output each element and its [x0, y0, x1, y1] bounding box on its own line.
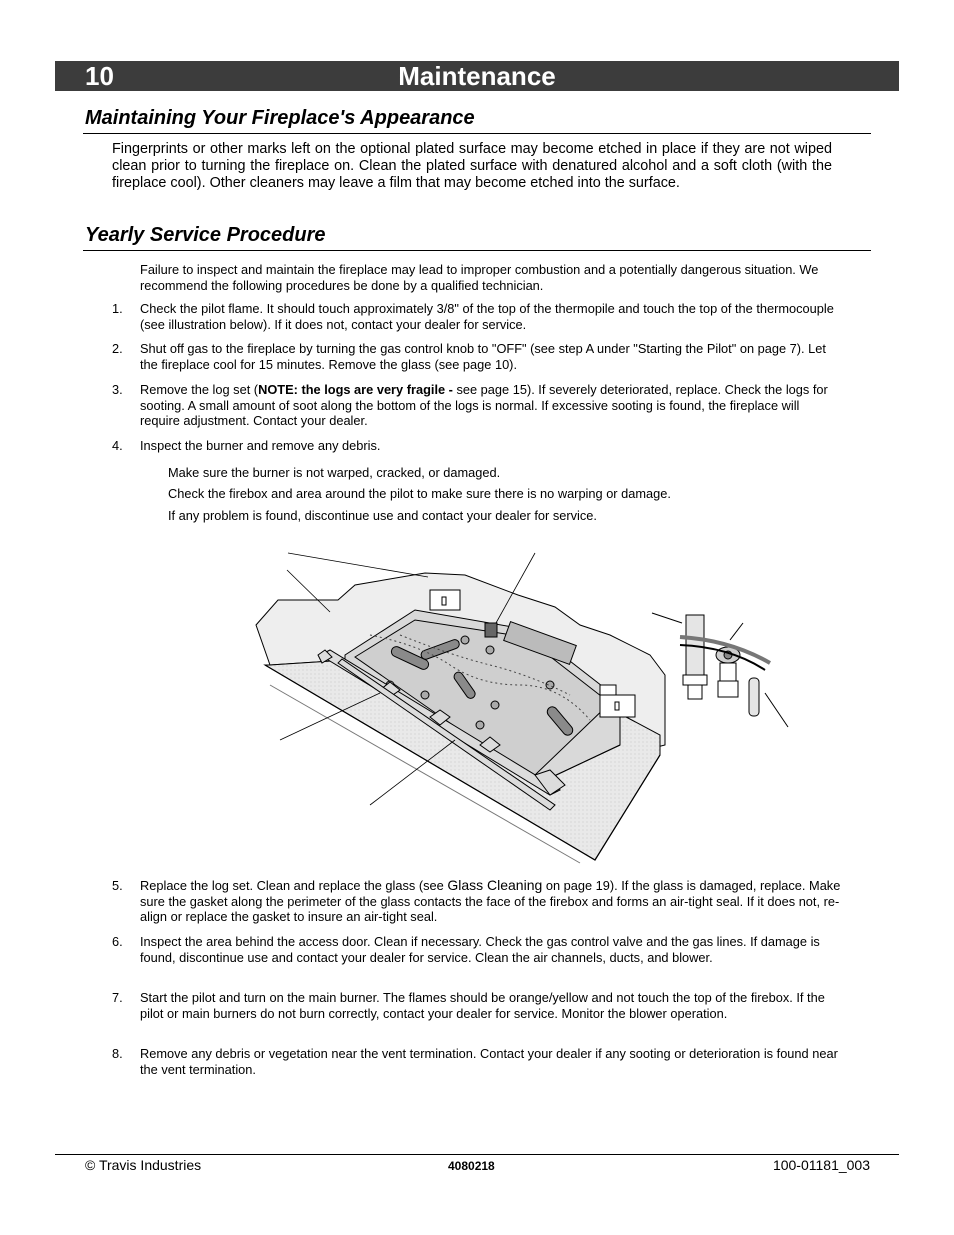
item-text-post: see page 15). If severely deteriorated, replace. Check the logs for sooting. A small amount of soot along the bottom of the logs is normal. If excessive sooting is found, the fireplace will require adjustment. Contact your dealer. — [140, 382, 828, 428]
appearance-paragraph: Fingerprints or other marks left on the optional plated surface may become etched in place if they are not wiped clean prior to turning the fireplace on. Clean the plated surface with denatured alcohol and a soft cloth (with the fireplace cool). Other cleaners may leave a film that may become etched into the surface. — [112, 141, 832, 192]
item-number: 7. — [112, 990, 123, 1005]
glass-cleaning-ref: Glass Cleaning — [447, 877, 543, 893]
item-number: 5. — [112, 878, 123, 893]
sub-item: If any problem is found, discontinue use and contact your dealer for service. — [168, 508, 597, 523]
firebox — [256, 553, 665, 863]
sub-item: Make sure the burner is not warped, cracked, or damaged. — [168, 465, 501, 480]
item-text-pre: Replace the log set. Clean and replace the glass (see — [140, 878, 448, 893]
yearly-rule — [83, 250, 871, 251]
yearly-intro: Failure to inspect and maintain the fireplace may lead to improper combustion and a potentially dangerous situation. We recommend the following procedures be done by a qualified technician. — [140, 262, 819, 293]
appearance-heading: Maintaining Your Fireplace's Appearance — [85, 107, 475, 129]
item-number: 8. — [112, 1046, 123, 1061]
footer-part-number: 100-01181_003 — [772, 1157, 870, 1173]
yearly-heading: Yearly Service Procedure — [85, 224, 326, 246]
chapter-header — [55, 61, 899, 91]
item-text: Inspect the burner and remove any debris. — [140, 438, 381, 453]
item-text: Shut off gas to the fireplace by turning the gas control knob to "OFF" (see step A under "Starting the Pilot" on page 7). Let the fireplace cool for 15 minutes. Remove the glass (see page 10). — [140, 341, 826, 372]
item-text: Start the pilot and turn on the main burner. The flames should be orange/yellow and not touch the top of the firebox. If the pilot or main burners do not burn correctly, contact your dealer for service. Monitor the blower operation. — [140, 990, 825, 1021]
item-text: Inspect the area behind the access door. Clean if necessary. Check the gas control valve and the gas lines. If damage is found, discontinue use and contact your dealer for service. Clean the air channels, ducts, and blower. — [140, 934, 820, 965]
appearance-rule — [83, 133, 871, 134]
sub-item: Check the firebox and area around the pilot to make sure there is no warping or damage. — [168, 486, 671, 501]
item-number: 3. — [112, 382, 123, 397]
item-number: 2. — [112, 341, 123, 356]
item-text — [140, 878, 842, 925]
chapter-number: 10 — [85, 61, 114, 91]
item-number: 6. — [112, 934, 123, 949]
item-text-post: on page 19). If the glass is damaged, replace. Make sure the gasket along the perimeter of the glass contacts the face of the firebox and forms an air-tight seal. If it does not, re-align or replace the gasket to insure an air-tight seal. — [140, 878, 841, 924]
item-text-pre: Remove the log set ( — [140, 382, 259, 397]
chapter-title: Maintenance — [398, 61, 556, 91]
fragile-note: NOTE: the logs are very fragile - — [258, 382, 453, 397]
footer-rule — [55, 1154, 899, 1155]
pilot-detail — [652, 613, 788, 727]
footer-doc-number: 4080218 — [448, 1159, 495, 1173]
item-text: Remove any debris or vegetation near the vent termination. Contact your dealer if any sooting or deterioration is found near the vent termination. — [140, 1046, 838, 1077]
item-number: 4. — [112, 438, 123, 453]
item-text — [140, 382, 842, 429]
burner-illustration — [250, 545, 810, 870]
footer-copyright: © Travis Industries — [85, 1157, 202, 1173]
item-number: 1. — [112, 301, 123, 316]
item-text: Check the pilot flame. It should touch approximately 3/8" of the top of the thermopile and touch the top of the thermocouple (see illustration below). If it does not, contact your dealer for service. — [140, 301, 834, 332]
